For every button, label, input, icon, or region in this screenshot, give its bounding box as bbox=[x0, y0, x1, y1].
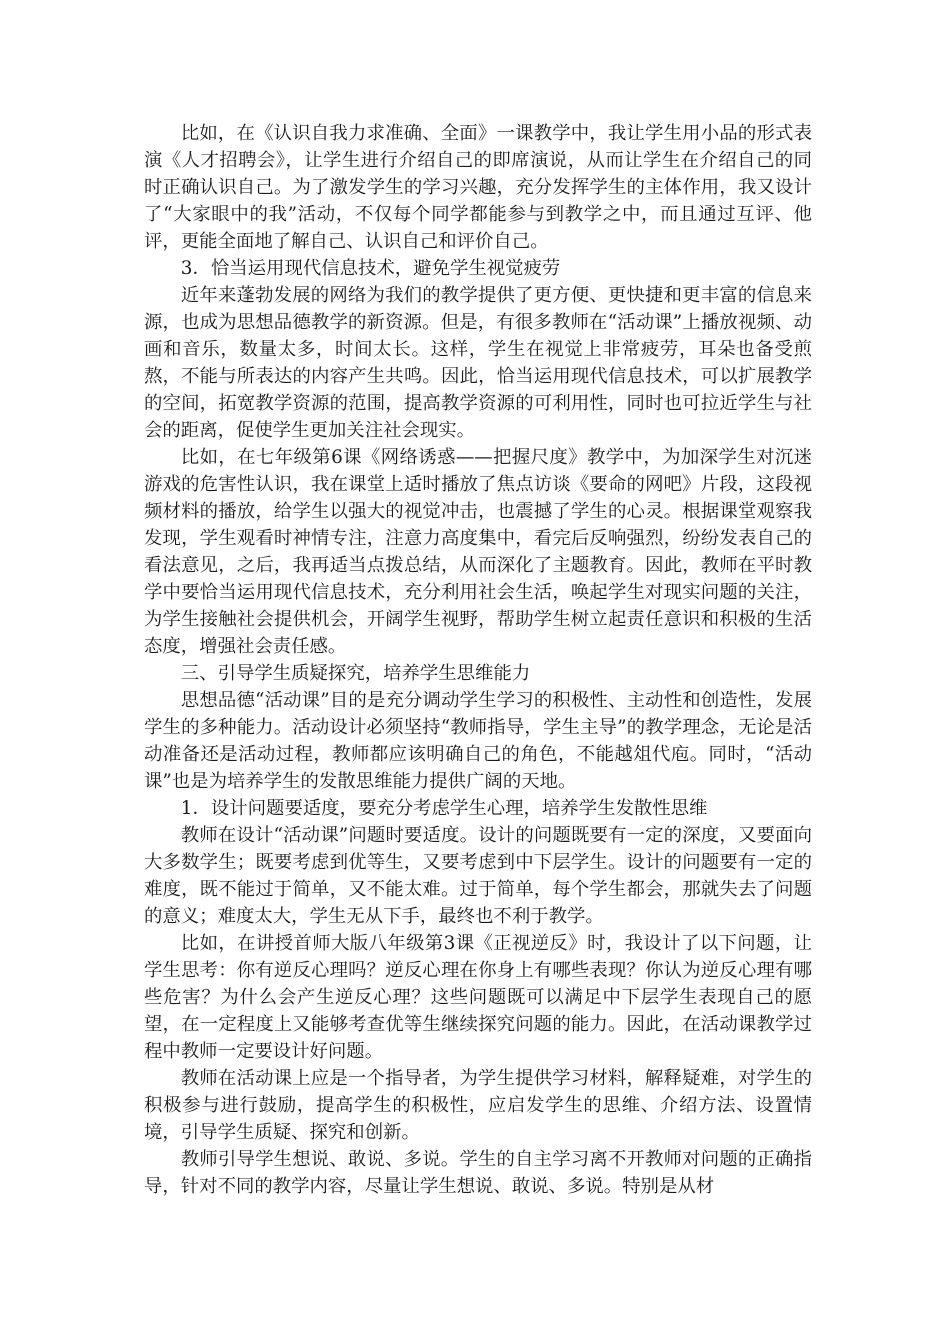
paragraph-teacher-guide: 教师在活动课上应是一个指导者，为学生提供学习材料，解释疑难，对学生的积极参与进行鼓励，提高学生的积极性，应启发学生的思维、介绍方法、设置情境，引导学生质疑、探究和创新。 bbox=[144, 1068, 812, 1143]
paragraph-example-self-knowledge: 比如，在《认识自我力求准确、全面》一课教学中，我让学生用小品的形式表演《人才招聘会》，让学生进行介绍自己的即席演说，从而让学生在介绍自己的同时正确认识自己。为了激发学生的学习兴趣，充分发挥学生的主体作用，我又设计了“大家眼中的我”活动，不仅每个同学都能参与到教学之中，而且通过互评、他评，更能全面地了解自己、认识自己和评价自己。 bbox=[144, 123, 812, 252]
section-heading-1: 1．设计问题要适度，要充分考虑学生心理，培养学生发散性思维 bbox=[180, 798, 708, 819]
paragraph-example-rebellion-lesson: 比如，在讲授首师大版八年级第3课《正视逆反》时，我设计了以下问题，让学生思考：你有逆反心理吗？逆反心理在你身上有哪些表现？你认为逆反心理有哪些危害？为什么会产生逆反心理？这些问题既可以满足中下层学生表现自己的愿望，在一定程度上又能够考查优等生继续探究问题的能力。因此，在活动课教学过程中教师一定要设计好问题。 bbox=[144, 933, 812, 1062]
document-body bbox=[144, 120, 812, 1200]
section-heading-part-3: 三、引导学生质疑探究，培养学生思维能力 bbox=[180, 663, 531, 684]
paragraph-encourage-speaking: 教师引导学生想说、敢说、多说。学生的自主学习离不开教师对问题的正确指导，针对不同的教学内容，尽量让学生想说、敢说、多说。特别是从材 bbox=[144, 1149, 812, 1197]
paragraph-question-design: 教师在设计“活动课”问题时要适度。设计的问题既要有一定的深度，又要面向大多数学生；既要考虑到优等生，又要考虑到中下层学生。设计的问题要有一定的难度，既不能过于简单，又不能太难。过于简单，每个学生都会，那就失去了问题的意义；难度太大，学生无从下手，最终也不利于教学。 bbox=[144, 825, 812, 927]
paragraph-network-resources: 近年来蓬勃发展的网络为我们的教学提供了更方便、更快捷和更丰富的信息来源，也成为思想品德教学的新资源。但是，有很多教师在“活动课”上播放视频、动画和音乐，数量太多，时间太长。这样，学生在视觉上非常疲劳，耳朵也备受煎熬，不能与所表达的内容产生共鸣。因此，恰当运用现代信息技术，可以扩展教学的空间，拓宽教学资源的范围，提高教学资源的可利用性，同时也可拉近学生与社会的距离，促使学生更加关注社会现实。 bbox=[144, 285, 812, 441]
paragraph-activity-class-goal: 思想品德“活动课”目的是充分调动学生学习的积极性、主动性和创造性，发展学生的多种能力。活动设计必须坚持“教师指导，学生主导”的教学理念，无论是活动准备还是活动过程，教师都应该明确自己的角色，不能越俎代庖。同时，“活动课”也是为培养学生的发散思维能力提供广阔的天地。 bbox=[144, 690, 812, 792]
section-heading-3: 3．恰当运用现代信息技术，避免学生视觉疲劳 bbox=[180, 258, 561, 279]
paragraph-example-network-lesson: 比如，在七年级第6课《网络诱惑——把握尺度》教学中，为加深学生对沉迷游戏的危害性认识，我在课堂上适时播放了焦点访谈《要命的网吧》片段，这段视频材料的播放，给学生以强大的视觉冲击，也震撼了学生的心灵。根据课堂观察我发现，学生观看时神情专注，注意力高度集中，看完后反响强烈，纷纷发表自己的看法意见，之后，我再适当点拨总结，从而深化了主题教育。因此，教师在平时教学中要恰当运用现代信息技术，充分利用社会生活，唤起学生对现实问题的关注，为学生接触社会提供机会，开阔学生视野，帮助学生树立起责任意识和积极的生活态度，增强社会责任感。 bbox=[144, 447, 812, 657]
